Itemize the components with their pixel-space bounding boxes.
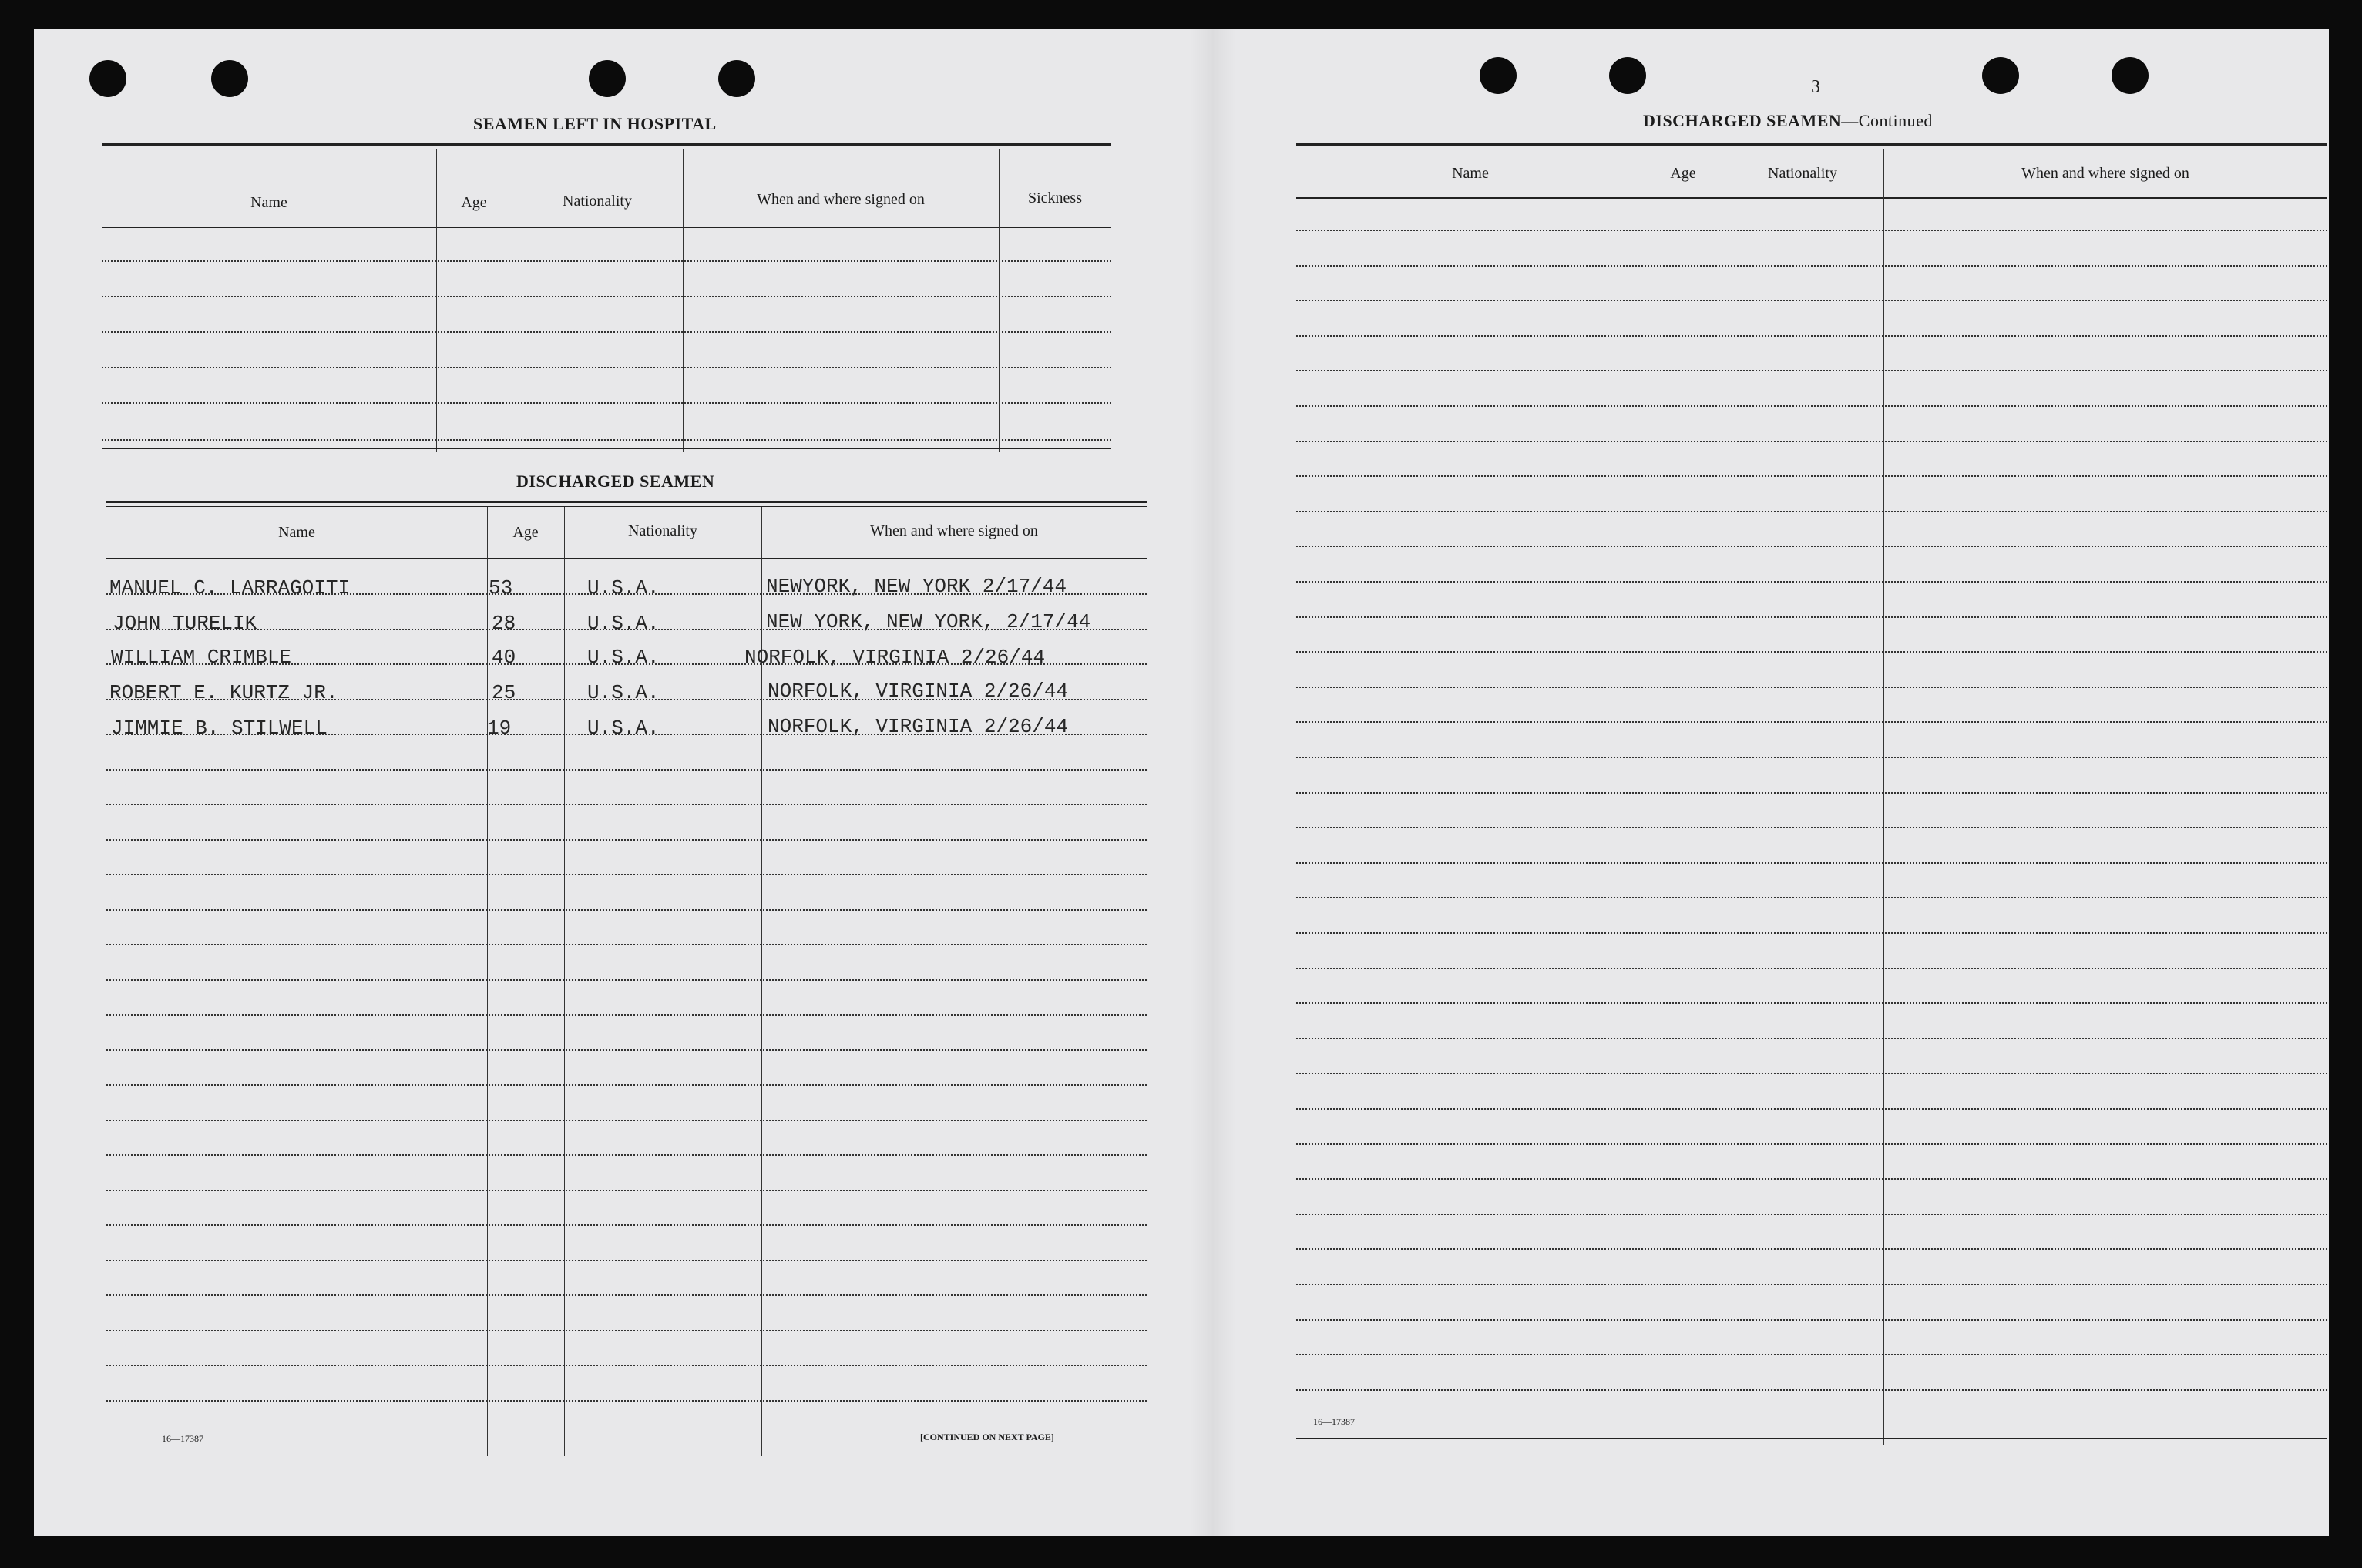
seaman-name: ROBERT E. KURTZ JR. (109, 681, 338, 704)
seaman-nationality: U.S.A. (587, 681, 660, 704)
continued-note: [CONTINUED ON NEXT PAGE] (920, 1432, 1054, 1442)
page-fold (1190, 29, 1236, 1536)
ruled-line (106, 979, 1147, 981)
seaman-age: 40 (492, 646, 516, 669)
ruled-line (106, 874, 1147, 875)
seaman-nationality: U.S.A. (587, 576, 660, 599)
seaman-name: JOHN TURELIK (113, 612, 257, 635)
ruled-line (1296, 370, 2327, 371)
ruled-line (1296, 897, 2327, 898)
ruled-line (1296, 511, 2327, 512)
ruled-line (106, 1400, 1147, 1402)
ruled-line (1296, 687, 2327, 688)
ruled-line (1296, 968, 2327, 969)
ruled-line (1296, 405, 2327, 407)
seaman-nationality: U.S.A. (587, 612, 660, 635)
seaman-signed-on: NORFOLK, VIRGINIA 2/26/44 (768, 715, 1069, 738)
ruled-line (106, 804, 1147, 805)
discharged-col-age: Age (512, 524, 539, 541)
ruled-line (1296, 792, 2327, 794)
ruled-line (106, 1154, 1147, 1156)
right-page (1236, 29, 2329, 1536)
continued-col-name: Name (1452, 165, 1489, 182)
discharged-col-name: Name (278, 524, 315, 541)
ruled-line (106, 1120, 1147, 1121)
seaman-nationality: U.S.A. (587, 717, 660, 740)
ruled-line (1296, 300, 2327, 301)
ruled-line (1296, 1178, 2327, 1180)
page-number: 3 (1811, 77, 1820, 97)
title-main: DISCHARGED SEAMEN (1643, 111, 1842, 130)
left-page (34, 29, 1159, 1536)
ruled-line (106, 1260, 1147, 1261)
ruled-line (106, 1294, 1147, 1296)
ruled-line (1296, 1108, 2327, 1110)
hospital-col-signed-on: When and where signed on (757, 191, 925, 208)
hospital-col-name: Name (250, 194, 287, 211)
ruled-line (1296, 1143, 2327, 1145)
ruled-line (106, 1365, 1147, 1366)
ruled-line (1296, 335, 2327, 337)
ruled-line (1296, 1284, 2327, 1285)
ruled-line (1296, 757, 2327, 758)
seaman-signed-on: NORFOLK, VIRGINIA 2/26/44 (744, 646, 1046, 669)
seaman-age: 53 (489, 576, 513, 599)
ruled-line (1296, 441, 2327, 442)
ruled-line (106, 1224, 1147, 1226)
ruled-line (1296, 230, 2327, 231)
seaman-name: MANUEL C. LARRAGOITI (109, 576, 351, 599)
discharged-section-title: DISCHARGED SEAMEN (516, 472, 715, 491)
ruled-line (1296, 616, 2327, 618)
hospital-table (102, 143, 1111, 452)
ruled-line (1296, 721, 2327, 723)
ruled-line (106, 1190, 1147, 1191)
continued-col-signed-on: When and where signed on (2021, 165, 2189, 182)
seaman-age: 19 (487, 717, 512, 740)
form-code: 16—17387 (1313, 1416, 1355, 1427)
discharged-col-signed-on: When and where signed on (870, 522, 1038, 539)
ruled-line (1296, 265, 2327, 267)
ruled-line (1296, 1248, 2327, 1250)
ruled-line (106, 909, 1147, 911)
seaman-nationality: U.S.A. (587, 646, 660, 669)
ruled-line (1296, 932, 2327, 934)
discharged-table (106, 501, 1147, 1456)
ruled-line (1296, 1038, 2327, 1039)
seaman-name: WILLIAM CRIMBLE (111, 646, 292, 669)
ruled-line (1296, 1389, 2327, 1391)
ruled-line (1296, 1354, 2327, 1355)
seaman-age: 25 (492, 681, 516, 704)
seaman-age: 28 (492, 612, 516, 635)
ruled-line (1296, 827, 2327, 828)
hospital-col-nationality: Nationality (563, 193, 632, 210)
ruled-line (1296, 1073, 2327, 1074)
ruled-line (1296, 1002, 2327, 1004)
seaman-name: JIMMIE B. STILWELL (111, 717, 328, 740)
discharged-col-nationality: Nationality (628, 522, 697, 539)
continued-col-nationality: Nationality (1768, 165, 1837, 182)
ruled-line (106, 839, 1147, 841)
ruled-line (1296, 651, 2327, 653)
seaman-signed-on: NEW YORK, NEW YORK, 2/17/44 (766, 610, 1091, 633)
continued-col-age: Age (1670, 165, 1696, 182)
discharged-continued-title (1643, 111, 1933, 131)
title-continued: —Continued (1841, 111, 1933, 130)
hospital-col-sickness: Sickness (1028, 190, 1082, 206)
ruled-line (106, 1014, 1147, 1016)
ruled-line (1296, 475, 2327, 477)
ruled-line (1296, 546, 2327, 547)
form-code: 16—17387 (162, 1433, 203, 1444)
ruled-line (106, 1084, 1147, 1086)
ruled-line (1296, 1319, 2327, 1321)
document-sheet (34, 29, 2329, 1536)
discharged-continued-table (1296, 143, 2327, 1445)
ruled-line (106, 944, 1147, 945)
seaman-signed-on: NEWYORK, NEW YORK 2/17/44 (766, 575, 1067, 598)
ruled-line (106, 1330, 1147, 1331)
hospital-section-title: SEAMEN LEFT IN HOSPITAL (473, 114, 717, 133)
hospital-col-age: Age (461, 194, 487, 211)
ruled-line (1296, 1214, 2327, 1215)
ruled-line (1296, 862, 2327, 864)
ruled-line (106, 769, 1147, 771)
ruled-line (106, 1049, 1147, 1051)
seaman-signed-on: NORFOLK, VIRGINIA 2/26/44 (768, 680, 1069, 703)
ruled-line (1296, 581, 2327, 583)
